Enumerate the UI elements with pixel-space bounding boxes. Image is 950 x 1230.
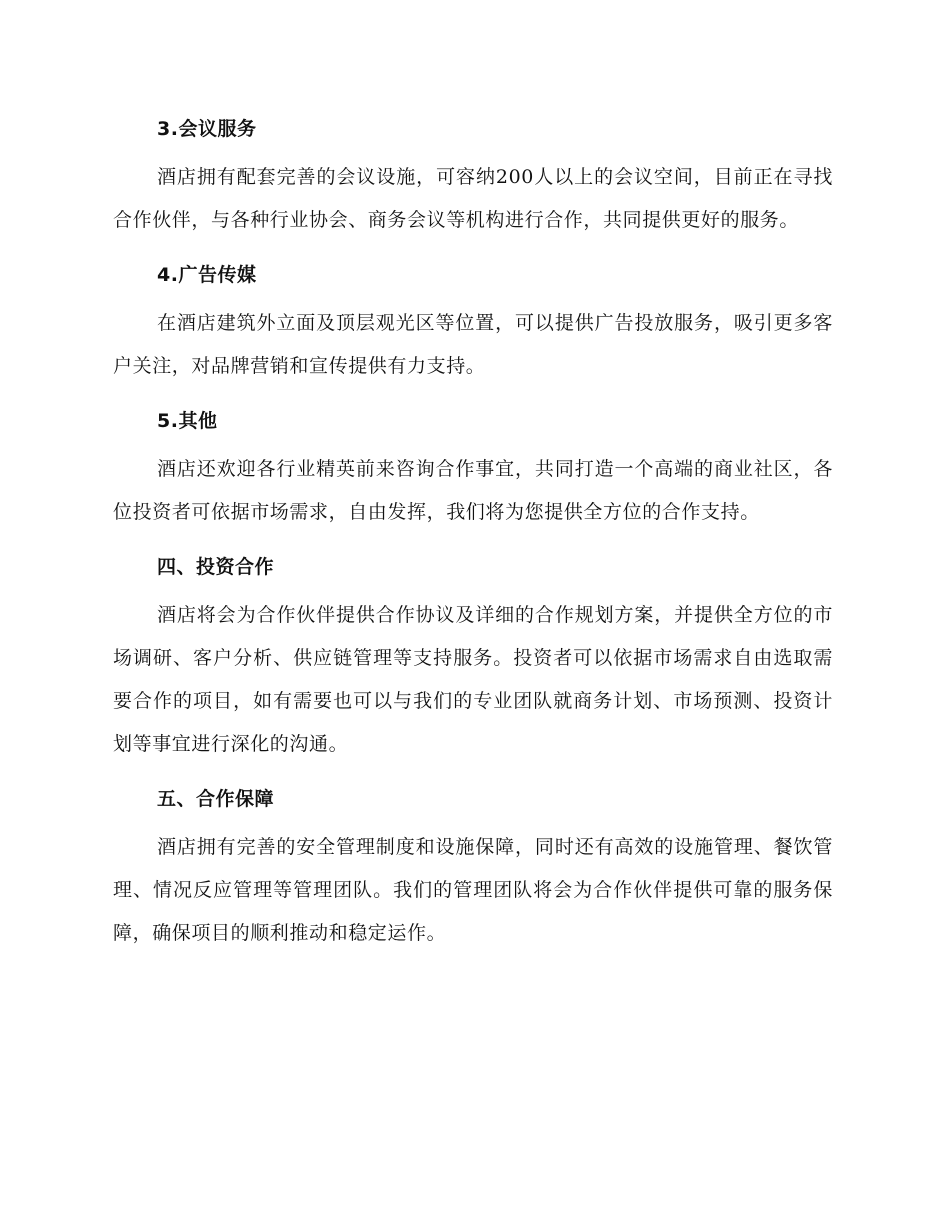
section-heading-other: 5.其他 [157, 410, 218, 432]
section-heading-investment-cooperation: 四、投资合作 [157, 556, 275, 578]
section-paragraph-advertising-media: 在酒店建筑外立面及顶层观光区等位置，可以提供广告投放服务，吸引更多客户关注，对品牌营销和宣传提供有力支持。 [113, 312, 833, 377]
section-heading-meeting-services: 3.会议服务 [157, 118, 257, 140]
section-heading-cooperation-guarantee: 五、合作保障 [157, 788, 275, 810]
section-paragraph-investment-cooperation: 酒店将会为合作伙伴提供合作协议及详细的合作规划方案，并提供全方位的市场调研、客户分析、供应链管理等支持服务。投资者可以依据市场需求自由选取需要合作的项目，如有需要也可以与我们的专业团队就商务计划、市场预测、投资计划等事宜进行深化的沟通。 [113, 604, 833, 755]
section-paragraph-cooperation-guarantee: 酒店拥有完善的安全管理制度和设施保障，同时还有高效的设施管理、餐饮管理、情况反应管理等管理团队。我们的管理团队将会为合作伙伴提供可靠的服务保障，确保项目的顺利推动和稳定运作。 [113, 836, 833, 944]
section-heading-advertising-media: 4.广告传媒 [157, 264, 257, 286]
document-body [113, 108, 833, 967]
section-paragraph-other: 酒店还欢迎各行业精英前来咨询合作事宜，共同打造一个高端的商业社区，各位投资者可依据市场需求，自由发挥，我们将为您提供全方位的合作支持。 [113, 458, 833, 523]
section-paragraph-meeting-services: 酒店拥有配套完善的会议设施，可容纳200人以上的会议空间，目前正在寻找合作伙伴，与各种行业协会、商务会议等机构进行合作，共同提供更好的服务。 [113, 166, 833, 231]
